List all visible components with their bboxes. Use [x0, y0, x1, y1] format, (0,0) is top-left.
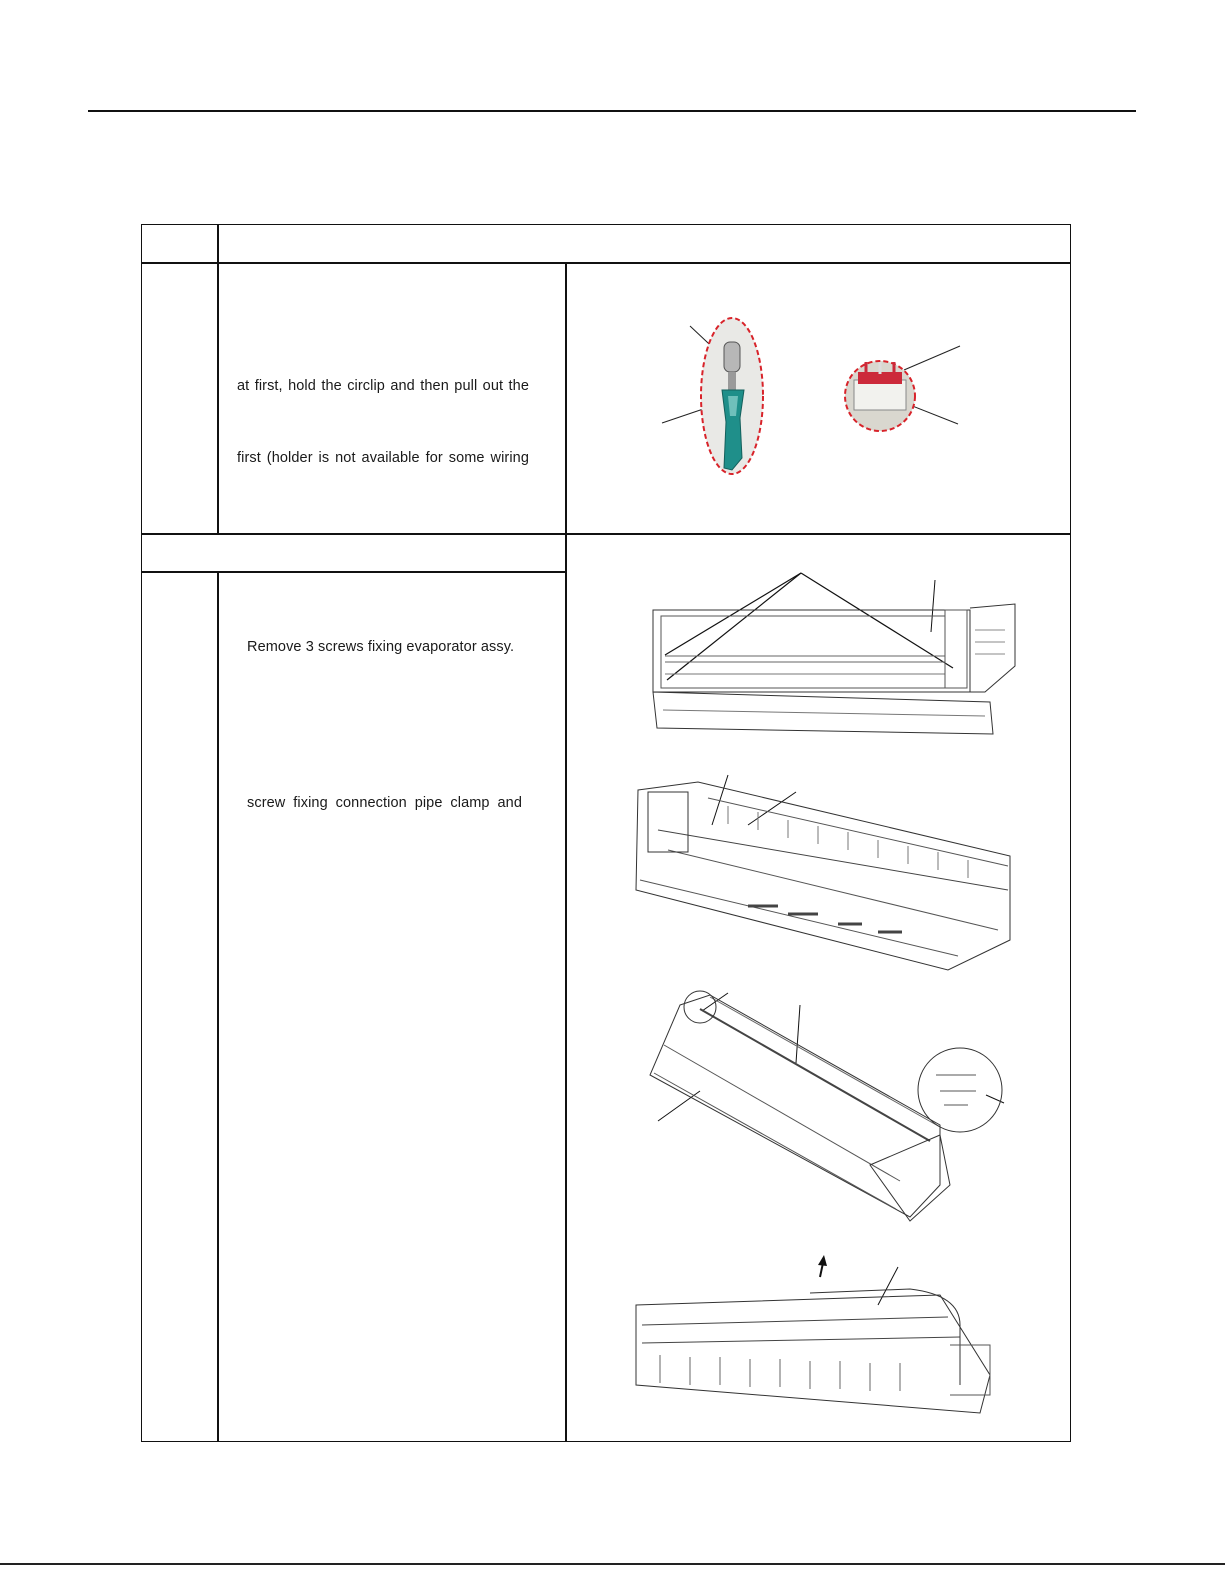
- table-divider: [217, 572, 219, 1441]
- table-divider: [141, 533, 1070, 535]
- evaporator-top-diagram: [645, 570, 1020, 740]
- step2-text-line1: Remove 3 screws fixing evaporator assy.: [247, 639, 515, 655]
- table-divider: [141, 262, 1070, 264]
- evaporator-tilted-diagram: [628, 770, 1018, 975]
- chassis-diagram: [630, 1265, 995, 1425]
- table-divider: [565, 262, 567, 1441]
- header-rule: [88, 110, 1136, 112]
- table-divider: [141, 571, 566, 573]
- connector-photo: [836, 340, 966, 440]
- evaporator-lifted-diagram: [640, 985, 1020, 1240]
- step2-text-line2: screw fixing connection pipe clamp and: [247, 795, 522, 811]
- step1-text-line2: first (holder is not available for some wiring: [237, 450, 529, 466]
- table-divider: [217, 262, 219, 533]
- footer-rule: [0, 1563, 1225, 1565]
- step1-text-line1: at first, hold the circlip and then pull out the: [237, 378, 529, 394]
